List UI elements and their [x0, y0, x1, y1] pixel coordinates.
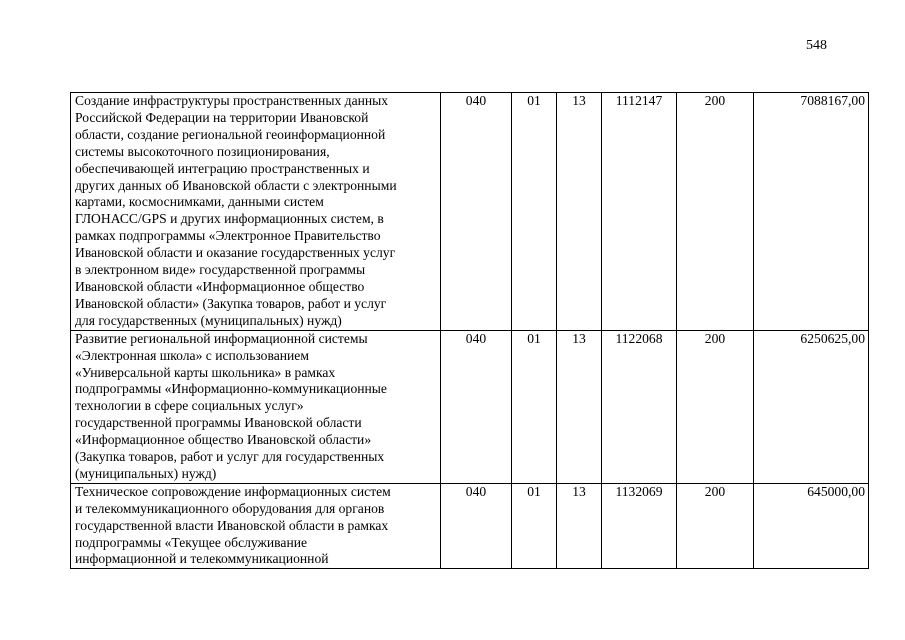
description-line: подпрограммы «Текущее обслуживание	[75, 534, 308, 550]
cell-amount: 7088167,00	[754, 93, 869, 331]
description-line: государственной программы Ивановской области	[75, 415, 362, 431]
cell-rz: 01	[512, 93, 557, 331]
description-line: информационной и телекоммуникационной	[75, 551, 329, 567]
cell-description	[71, 483, 441, 569]
table-row	[71, 330, 869, 483]
cell-ved: 040	[441, 483, 512, 569]
cell-rz: 01	[512, 330, 557, 483]
description-line: Российской Федерации на территории Ивановской	[75, 109, 369, 125]
description-line: Ивановской области «Информационное общество	[75, 278, 365, 294]
cell-vr: 200	[677, 330, 754, 483]
description-line: других данных об Ивановской области с электронными	[75, 177, 397, 193]
description-line: (Закупка товаров, работ и услуг для государственных	[75, 449, 385, 465]
description-line: Ивановской области и оказание государственных услуг	[75, 245, 396, 261]
description-line: обеспечивающей интеграцию пространственных и	[75, 160, 370, 176]
table-body	[71, 93, 869, 569]
description-line: Развитие региональной информационной системы	[75, 330, 368, 346]
description-line: рамках подпрограммы «Электронное Правительство	[75, 228, 381, 244]
description-line: Техническое сопровождение информационных систем	[75, 483, 391, 499]
cell-ved: 040	[441, 330, 512, 483]
cell-csr: 1122068	[602, 330, 677, 483]
budget-table	[70, 92, 869, 569]
description-line: ГЛОНАСС/GPS и других информационных систем, в	[75, 211, 384, 227]
description-line: в электронном виде» государственной программы	[75, 262, 366, 278]
description-line: «Электронная школа» с использованием	[75, 347, 309, 363]
description-line: «Информационное общество Ивановской области»	[75, 432, 372, 448]
cell-amount: 6250625,00	[754, 330, 869, 483]
cell-pr: 13	[557, 483, 602, 569]
cell-description	[71, 330, 441, 483]
cell-csr: 1112147	[602, 93, 677, 331]
description-line: области, создание региональной геоинформационной	[75, 126, 386, 142]
cell-description	[71, 93, 441, 331]
description-line: Ивановской области» (Закупка товаров, работ и услуг	[75, 295, 387, 311]
description-line: государственной власти Ивановской области в рамках	[75, 517, 389, 533]
table-row	[71, 93, 869, 331]
cell-rz: 01	[512, 483, 557, 569]
cell-vr: 200	[677, 93, 754, 331]
cell-csr: 1132069	[602, 483, 677, 569]
description-line: для государственных (муниципальных) нужд)	[75, 312, 342, 328]
description-line: и телекоммуникационного оборудования для органов	[75, 500, 385, 516]
cell-vr: 200	[677, 483, 754, 569]
table-row	[71, 483, 869, 569]
description-line: подпрограммы «Информационно-коммуникационные	[75, 381, 387, 397]
page-number: 548	[806, 38, 827, 53]
description-line: технологии в сфере социальных услуг»	[75, 398, 304, 414]
description-line: картами, космоснимками, данными систем	[75, 194, 324, 210]
cell-ved: 040	[441, 93, 512, 331]
description-line: «Универсальной карты школьника» в рамках	[75, 364, 336, 380]
cell-amount: 645000,00	[754, 483, 869, 569]
description-line: (муниципальных) нужд)	[75, 465, 217, 481]
description-line: системы высокоточного позиционирования,	[75, 143, 330, 159]
description-line: Создание инфраструктуры пространственных данных	[75, 93, 389, 108]
cell-pr: 13	[557, 93, 602, 331]
cell-pr: 13	[557, 330, 602, 483]
